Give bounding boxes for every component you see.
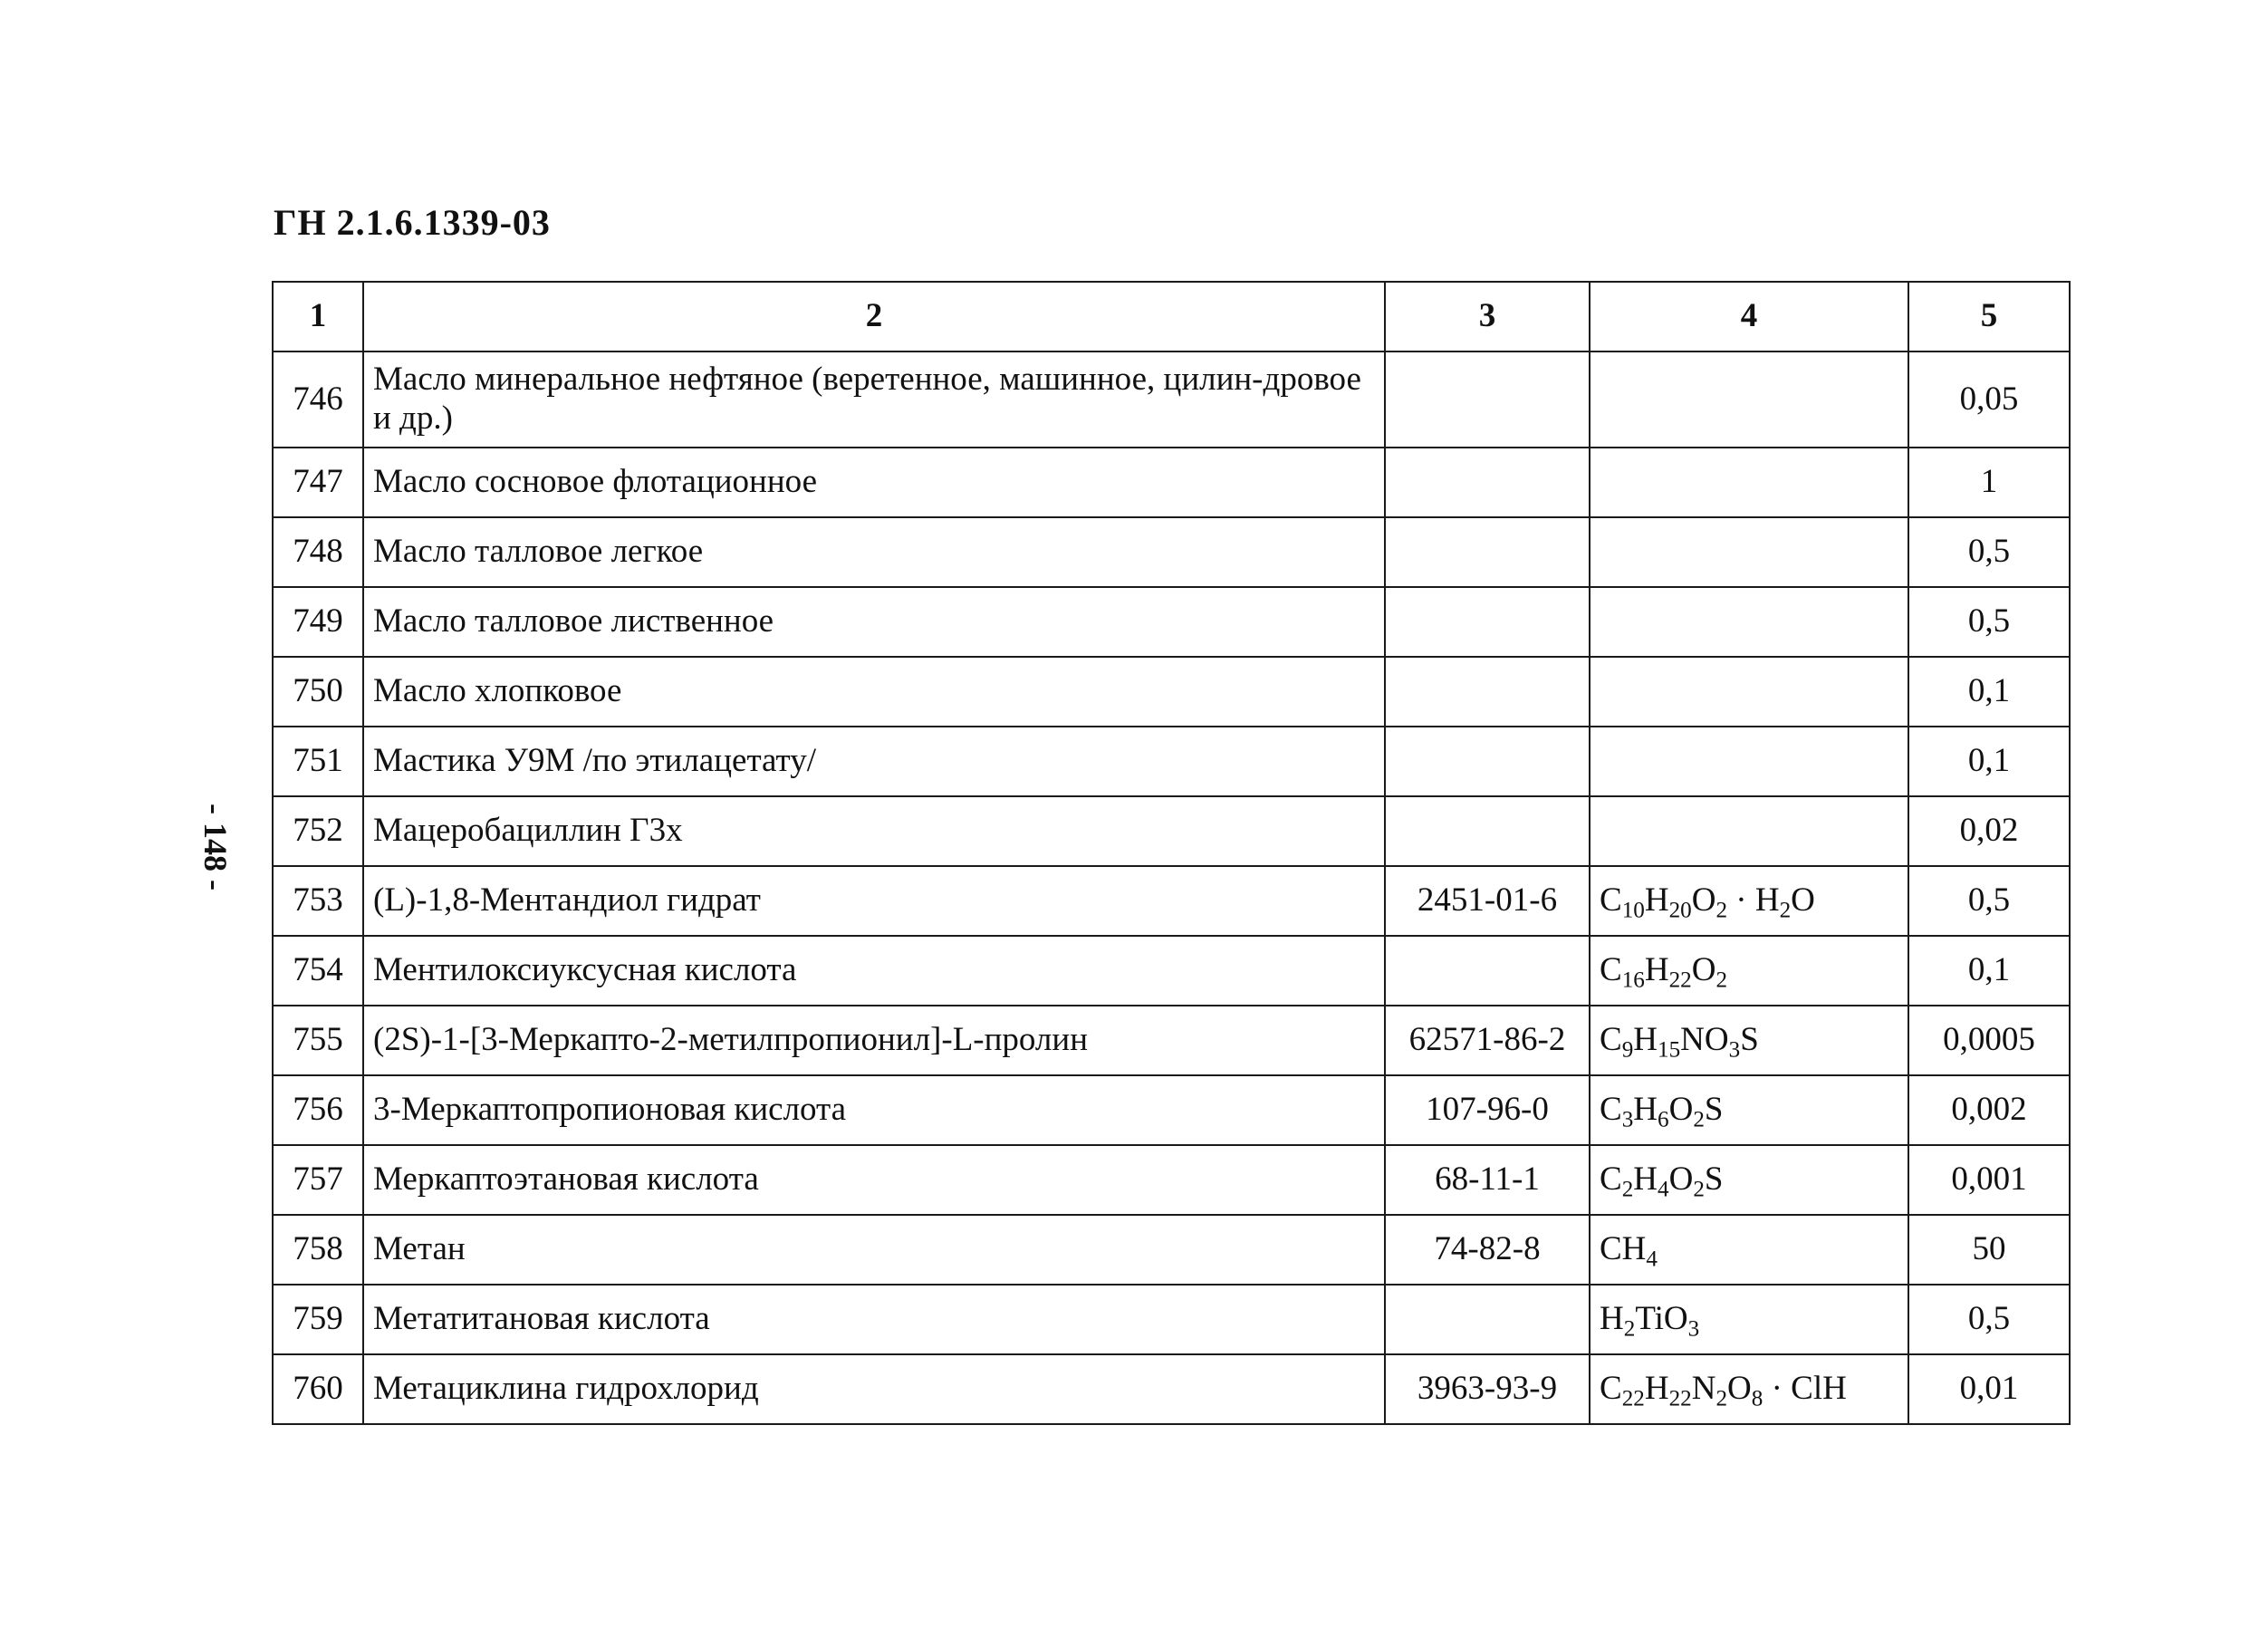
cas-number: 2451-01-6 bbox=[1385, 866, 1590, 936]
row-number: 754 bbox=[273, 936, 363, 1006]
row-number: 758 bbox=[273, 1215, 363, 1285]
cas-number bbox=[1385, 587, 1590, 657]
substance-name: Метациклина гидрохлорид bbox=[363, 1354, 1385, 1424]
chemical-formula bbox=[1590, 517, 1908, 587]
substance-name: Масло талловое легкое bbox=[363, 517, 1385, 587]
row-number: 753 bbox=[273, 866, 363, 936]
substance-name: (2S)-1-[3-Меркапто-2-метилпропионил]-L-пролин bbox=[363, 1006, 1385, 1075]
substance-name: Масло талловое лиственное bbox=[363, 587, 1385, 657]
cas-number: 68-11-1 bbox=[1385, 1145, 1590, 1215]
limit-value: 0,5 bbox=[1908, 866, 2070, 936]
cas-number bbox=[1385, 1285, 1590, 1354]
column-header-4: 4 bbox=[1590, 282, 1908, 351]
chemical-formula bbox=[1590, 448, 1908, 517]
substance-name: Масло сосновое флотационное bbox=[363, 448, 1385, 517]
substance-name: Масло хлопковое bbox=[363, 657, 1385, 727]
limit-value: 0,01 bbox=[1908, 1354, 2070, 1424]
document-code: ГН 2.1.6.1339-03 bbox=[274, 202, 551, 243]
cas-number: 62571-86-2 bbox=[1385, 1006, 1590, 1075]
cas-number bbox=[1385, 936, 1590, 1006]
table-row bbox=[273, 587, 2070, 657]
table-row bbox=[273, 727, 2070, 796]
cas-number bbox=[1385, 727, 1590, 796]
substance-name: Мастика У9М /по этилацетату/ bbox=[363, 727, 1385, 796]
table-row bbox=[273, 1006, 2070, 1075]
table-body bbox=[273, 351, 2070, 1424]
table-row bbox=[273, 936, 2070, 1006]
row-number: 747 bbox=[273, 448, 363, 517]
row-number: 748 bbox=[273, 517, 363, 587]
limit-value: 0,1 bbox=[1908, 657, 2070, 727]
substance-name: Масло минеральное нефтяное (веретенное, машинное, цилин-дровое и др.) bbox=[363, 351, 1385, 448]
table-row bbox=[273, 866, 2070, 936]
table-row bbox=[273, 1145, 2070, 1215]
limit-value: 0,5 bbox=[1908, 1285, 2070, 1354]
table-row bbox=[273, 657, 2070, 727]
row-number: 759 bbox=[273, 1285, 363, 1354]
cas-number bbox=[1385, 657, 1590, 727]
chemical-formula bbox=[1590, 727, 1908, 796]
chemical-formula bbox=[1590, 351, 1908, 448]
cas-number: 3963-93-9 bbox=[1385, 1354, 1590, 1424]
substance-name: (L)-1,8-Ментандиол гидрат bbox=[363, 866, 1385, 936]
substance-name: Метан bbox=[363, 1215, 1385, 1285]
cas-number: 74-82-8 bbox=[1385, 1215, 1590, 1285]
chemical-formula: $C_{16}H_{22}O_2$ bbox=[1590, 936, 1908, 1006]
substance-name: Метатитановая кислота bbox=[363, 1285, 1385, 1354]
limit-value: 0,0005 bbox=[1908, 1006, 2070, 1075]
row-number: 760 bbox=[273, 1354, 363, 1424]
limit-value: 0,1 bbox=[1908, 936, 2070, 1006]
chemical-formula bbox=[1590, 587, 1908, 657]
limit-value: 0,5 bbox=[1908, 587, 2070, 657]
row-number: 749 bbox=[273, 587, 363, 657]
cas-number bbox=[1385, 351, 1590, 448]
row-number: 746 bbox=[273, 351, 363, 448]
column-header-1: 1 bbox=[273, 282, 363, 351]
header-row bbox=[273, 282, 2070, 351]
row-number: 756 bbox=[273, 1075, 363, 1145]
chemical-formula: $CH_4$ bbox=[1590, 1215, 1908, 1285]
substance-name: Меркаптоэтановая кислота bbox=[363, 1145, 1385, 1215]
limit-value: 0,1 bbox=[1908, 727, 2070, 796]
chemical-formula bbox=[1590, 796, 1908, 866]
substance-name: 3-Меркаптопропионовая кислота bbox=[363, 1075, 1385, 1145]
chemical-formula bbox=[1590, 657, 1908, 727]
table-row bbox=[273, 351, 2070, 448]
row-number: 752 bbox=[273, 796, 363, 866]
table-row bbox=[273, 448, 2070, 517]
chemical-formula: $C_9H_{15}NO_3S$ bbox=[1590, 1006, 1908, 1075]
table-row bbox=[273, 1075, 2070, 1145]
page-number: - 148 - bbox=[197, 804, 234, 891]
chemical-formula: $C_2H_4O_2S$ bbox=[1590, 1145, 1908, 1215]
chemical-formula: $C_{10}H_{20}O_2 \cdot H_2O$ bbox=[1590, 866, 1908, 936]
table-row bbox=[273, 1215, 2070, 1285]
table-row bbox=[273, 1354, 2070, 1424]
limit-value: 50 bbox=[1908, 1215, 2070, 1285]
column-header-2: 2 bbox=[363, 282, 1385, 351]
table-row bbox=[273, 1285, 2070, 1354]
row-number: 751 bbox=[273, 727, 363, 796]
substance-name: Ментилоксиуксусная кислота bbox=[363, 936, 1385, 1006]
table-row bbox=[273, 517, 2070, 587]
column-header-3: 3 bbox=[1385, 282, 1590, 351]
row-number: 755 bbox=[273, 1006, 363, 1075]
chemical-formula: $C_3H_6O_2S$ bbox=[1590, 1075, 1908, 1145]
table-row bbox=[273, 796, 2070, 866]
limit-value: 0,05 bbox=[1908, 351, 2070, 448]
cas-number: 107-96-0 bbox=[1385, 1075, 1590, 1145]
limit-value: 0,5 bbox=[1908, 517, 2070, 587]
chemical-formula: $H_2TiO_3$ bbox=[1590, 1285, 1908, 1354]
cas-number bbox=[1385, 517, 1590, 587]
chemical-formula: $C_{22}H_{22}N_2O_8$ · ClH bbox=[1590, 1354, 1908, 1424]
limit-value: 0,02 bbox=[1908, 796, 2070, 866]
cas-number bbox=[1385, 448, 1590, 517]
substance-name: Мацеробациллин Г3х bbox=[363, 796, 1385, 866]
column-header-5: 5 bbox=[1908, 282, 2070, 351]
limit-value: 0,002 bbox=[1908, 1075, 2070, 1145]
substances-table bbox=[272, 281, 2071, 1425]
row-number: 757 bbox=[273, 1145, 363, 1215]
limit-value: 0,001 bbox=[1908, 1145, 2070, 1215]
cas-number bbox=[1385, 796, 1590, 866]
row-number: 750 bbox=[273, 657, 363, 727]
limit-value: 1 bbox=[1908, 448, 2070, 517]
